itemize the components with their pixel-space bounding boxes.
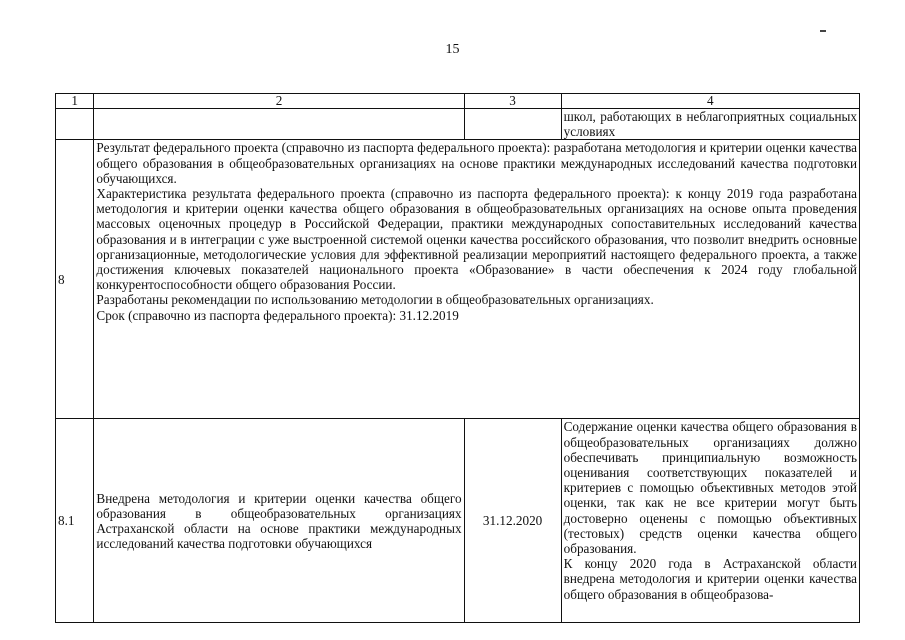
row8-deadline: Срок (справочно из паспорта федерального проекта): 31.12.2019 [96,307,459,323]
row81-date: 31.12.2020 [464,419,561,623]
table-row-8-1 [56,419,860,623]
page-number: 15 [445,42,460,57]
results-table [55,93,860,623]
row8-result: Результат федерального проекта (справочно из паспорта федерального проекта): разработана методология и критерии оценки качества общего образования в общеобразовательных организациях на основе практики международных исследований качества подготовки обучающихся. [96,140,857,186]
row81-number: 8.1 [56,419,94,623]
header-cell-1: 1 [56,94,94,109]
row8-recommendations: Разработаны рекомендации по использованию методологии в общеобразовательных организациях. [96,292,654,308]
scan-mark [820,30,826,32]
row81-result-content: Содержание оценки качества общего образования в общеобразовательных организациях должно обеспечивать принципиальную возможность оценивания соответствующих показателей и критериев с помощью объективных методов этой оценки, так как не все критерии могут быть достоверно оценены с помощью объективных (тестовых) средств оценки качества общего образования. [563,419,857,557]
cont-cell-3 [464,109,561,140]
cont-cell-4: школ, работающих в неблагоприятных социальных условиях [561,109,859,140]
row8-text [94,140,860,419]
continuation-row [56,109,860,140]
cont-cell-1 [56,109,94,140]
row81-description: Внедрена методология и критерии оценки качества общего образования в общеобразовательных организациях Астраханской области на основе практики международных исследований качества подготовки обучающихся [94,419,464,623]
header-cell-2: 2 [94,94,464,109]
row81-result-implementation: К концу 2020 года в Астраханской области внедрена методология и критерии оценки качества общего образования в общеобразова- [563,556,857,602]
header-cell-3: 3 [464,94,561,109]
cont-cell-2 [94,109,464,140]
header-cell-4: 4 [561,94,859,109]
table-row-8 [56,140,860,419]
row8-number: 8 [56,140,94,419]
table-header-row [56,94,860,109]
row8-characteristic: Характеристика результата федерального проекта (справочно из паспорта федерального проекта): к концу 2019 года разработана методология и критерии оценки качества общего образования в общеобразовательных организациях на основе опыта проведения массовых оценочных процедур в Российской Федерации, практики международных сопоставительных исследований качества образования и в интеграции с уже выстроенной системой оценки качества российского образования, что позволит внедрить основные организационные, методологические условия для эффективной реализации мероприятий настоящего федерального проекта, а также достижения ключевых показателей национального проекта «Образование» в части обеспечения к 2024 году глобальной конкурентоспособности общего образования России. [96,186,857,293]
row81-result [561,419,859,623]
